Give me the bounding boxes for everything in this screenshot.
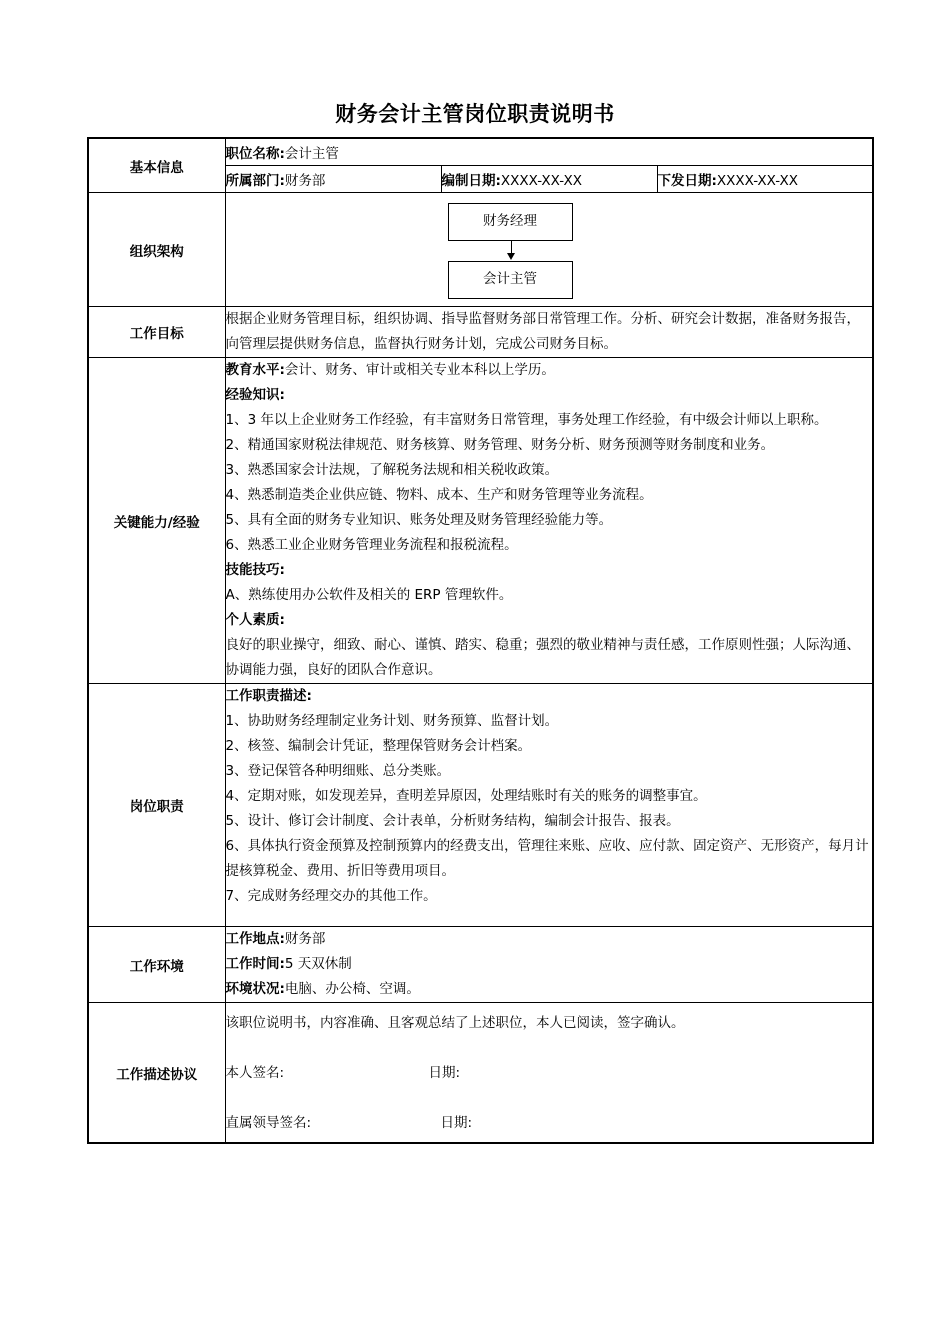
work-time-label: 工作时间: [225,956,285,972]
duty-label: 岗位职责 [88,684,225,927]
self-date-label: 日期: [428,1065,461,1081]
org-chart-cell [225,193,873,307]
department-value: 财务部 [284,173,326,189]
env-condition-label: 环境状况: [225,981,285,997]
org-box-supervisor: 会计主管 [448,261,573,299]
education-value: 会计、财务、审计或相关专业本科以上学历。 [284,362,555,378]
duty-item: 2、核签、编制会计凭证，整理保管财务会计档案。 [225,738,532,754]
environment-label: 工作环境 [88,927,225,1003]
ability-row [88,358,873,684]
experience-label: 经验知识: [225,387,285,403]
job-description-table [87,137,874,1144]
experience-item: 5、具有全面的财务专业知识、账务处理及财务管理经验能力等。 [225,512,613,528]
position-name-cell [225,138,873,166]
ability-label: 关键能力/经验 [88,358,225,684]
work-place-value: 财务部 [284,931,326,947]
work-goal-text: 根据企业财务管理目标，组织协调、指导监督财务部日常管理工作。分析、研究会计数据，准备财务报告，向管理层提供财务信息，监督执行财务计划，完成公司财务目标。 [225,307,873,358]
work-goal-row [88,307,873,358]
skill-label: 技能技巧: [225,562,285,578]
agreement-statement: 该职位说明书，内容准确、且客观总结了上述职位，本人已阅读，签字确认。 [225,1015,685,1031]
department-cell [225,166,441,193]
duty-row [88,684,873,927]
arrow-down-icon [507,253,515,260]
org-structure-label: 组织架构 [88,193,225,307]
leader-date-label: 日期: [440,1115,473,1131]
duty-item: 6、具体执行资金预算及控制预算内的经费支出，管理往来账、应收、应付款、固定资产、无形资产，每月计提核算税金、费用、折旧等费用项目。 [225,838,869,879]
skill-item: A、熟练使用办公软件及相关的 ERP 管理软件。 [225,587,513,603]
duty-content [225,684,873,927]
education-label: 教育水平: [225,362,285,378]
experience-item: 4、熟悉制造类企业供应链、物料、成本、生产和财务管理等业务流程。 [225,487,653,503]
position-name-label: 职位名称: [225,146,285,162]
leader-signature-label: 直属领导签名: [225,1115,312,1131]
self-signature-label: 本人签名: [225,1065,285,1081]
duty-desc-label: 工作职责描述: [225,688,312,704]
org-box-manager: 财务经理 [448,203,573,241]
position-name-value: 会计主管 [284,146,339,162]
work-time-line [226,952,873,977]
work-place-label: 工作地点: [225,931,285,947]
agreement-row [88,1003,873,1144]
experience-item: 1、3 年以上企业财务工作经验，有丰富财务日常管理，事务处理工作经验，有中级会计师以上职称。 [225,412,828,428]
org-structure-row [88,193,873,307]
department-label: 所属部门: [225,173,285,189]
environment-row [88,927,873,1003]
issue-date-label: 下发日期: [657,173,717,189]
quality-label: 个人素质: [225,612,285,628]
duty-item: 7、完成财务经理交办的其他工作。 [225,888,437,904]
agreement-label: 工作描述协议 [88,1003,225,1144]
ability-content [225,358,873,684]
duty-item: 5、设计、修订会计制度、会计表单，分析财务结构，编制会计报告、报表。 [225,813,680,829]
issue-date-cell [657,166,873,193]
compile-date-cell [441,166,657,193]
work-time-value: 5 天双休制 [284,956,352,972]
quality-text: 良好的职业操守，细致、耐心、谨慎、踏实、稳重；强烈的敬业精神与责任感，工作原则性强；人际沟通、协调能力强，良好的团队合作意识。 [225,637,860,678]
duty-item: 4、定期对账，如发现差异，查明差异原因，处理结账时有关的账务的调整事宜。 [225,788,707,804]
basic-info-label: 基本信息 [88,138,225,193]
environment-content [225,927,873,1003]
education-line [226,358,873,383]
env-condition-line [226,977,873,1002]
work-place-line [226,927,873,952]
experience-item: 2、精通国家财税法律规范、财务核算、财务管理、财务分析、财务预测等财务制度和业务。 [225,437,775,453]
self-signature-line [226,1061,873,1086]
work-goal-label: 工作目标 [88,307,225,358]
org-chart [226,193,873,306]
leader-signature-line [226,1111,873,1136]
duty-item: 3、登记保管各种明细账、总分类账。 [225,763,451,779]
duty-item: 1、协助财务经理制定业务计划、财务预算、监督计划。 [225,713,559,729]
basic-info-row-1 [88,138,873,166]
env-condition-value: 电脑、办公椅、空调。 [284,981,420,997]
compile-date-label: 编制日期: [441,173,501,189]
compile-date-value: XXXX-XX-XX [500,173,582,189]
document-title: 财务会计主管岗位职责说明书 [335,102,615,126]
issue-date-value: XXXX-XX-XX [716,173,798,189]
experience-item: 6、熟悉工业企业财务管理业务流程和报税流程。 [225,537,518,553]
agreement-content [225,1003,873,1144]
experience-item: 3、熟悉国家会计法规，了解税务法规和相关税收政策。 [225,462,559,478]
